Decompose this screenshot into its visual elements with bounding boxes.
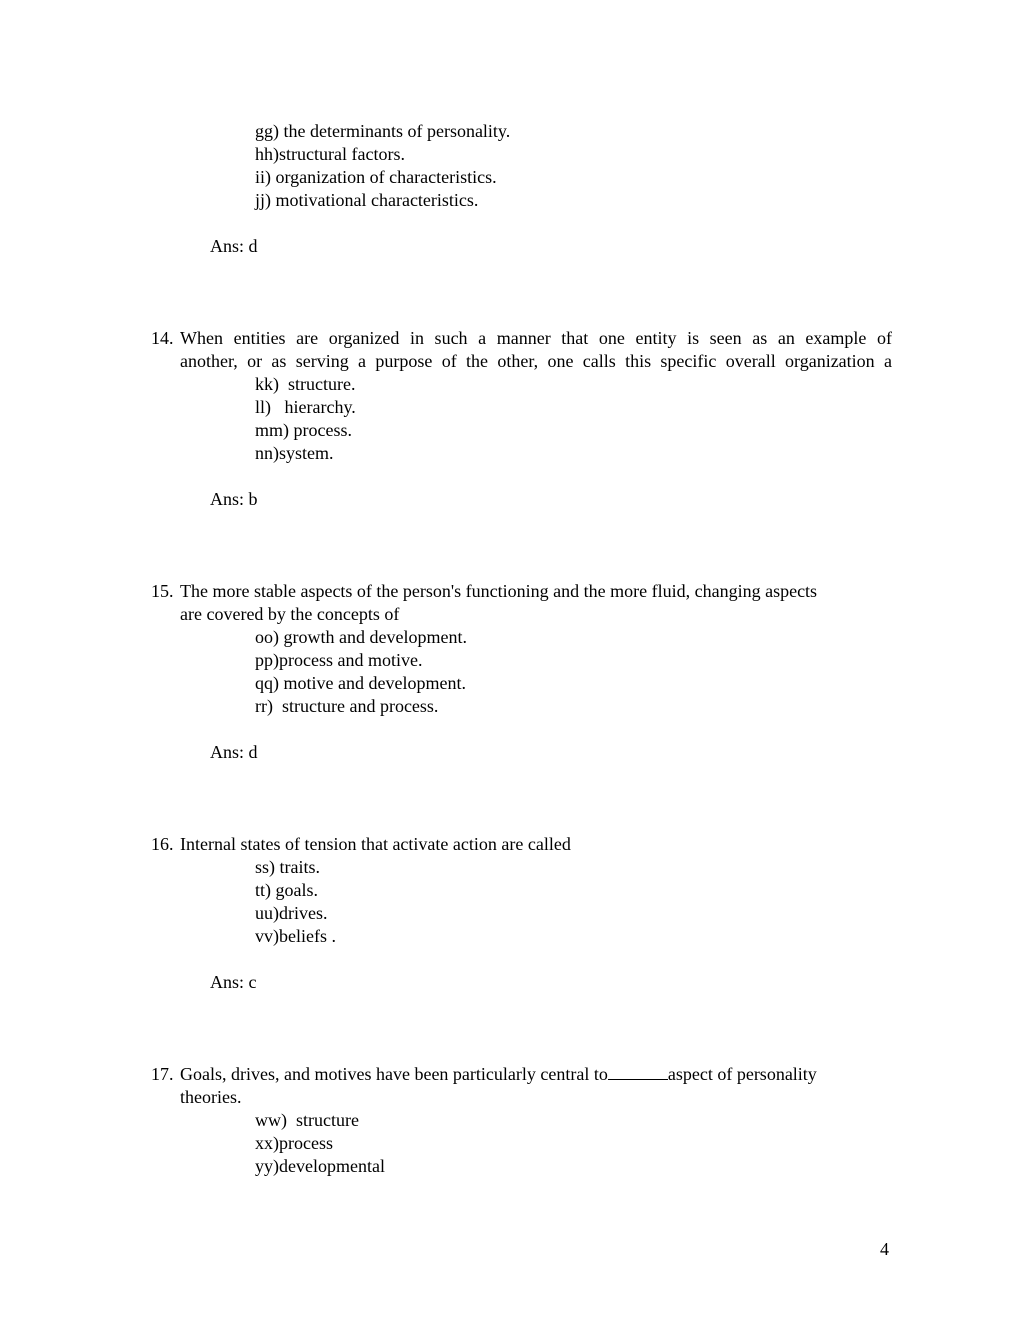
option-text: organization of characteristics. [275, 167, 497, 187]
option-label: nn) [255, 443, 279, 463]
option-text: structure and process. [281, 696, 439, 716]
option-kk [255, 373, 355, 396]
option-label: tt) [255, 880, 271, 900]
answer-key: Ans: b [210, 489, 258, 509]
option-xx [255, 1132, 333, 1155]
option-ii [255, 166, 497, 189]
option-text: motive and development. [283, 673, 466, 693]
option-text: process [279, 1133, 333, 1153]
option-label: uu) [255, 903, 279, 923]
question-number: 15. [151, 581, 174, 601]
option-text: structure. [288, 374, 356, 394]
option-vv [255, 925, 336, 948]
option-jj [255, 189, 478, 212]
option-label: pp) [255, 650, 279, 670]
question-text-before-blank: Goals, drives, and motives have been particularly central to [180, 1064, 608, 1084]
option-qq [255, 672, 466, 695]
option-text: structural factors. [279, 144, 405, 164]
question-text-line: another, or as serving a purpose of the other, one calls this specific overall organization a [180, 351, 892, 371]
option-label: oo) [255, 627, 279, 647]
option-hh [255, 143, 405, 166]
option-text: traits. [279, 857, 321, 877]
page-number: 4 [880, 1239, 889, 1259]
option-text: drives. [279, 903, 328, 923]
fill-in-blank [608, 1063, 668, 1080]
option-text: the determinants of personality. [283, 121, 511, 141]
option-uu [255, 902, 328, 925]
question-text-line: Internal states of tension that activate action are called [180, 834, 571, 854]
question-number: 17. [151, 1064, 174, 1084]
option-text: system. [279, 443, 334, 463]
option-label: ww) [255, 1110, 287, 1130]
option-text: goals. [275, 880, 318, 900]
option-text: process. [293, 420, 352, 440]
option-label: vv) [255, 926, 279, 946]
option-text: process and motive. [279, 650, 423, 670]
question-text-line [180, 1063, 817, 1086]
option-label: hh) [255, 144, 279, 164]
option-ll [255, 396, 356, 419]
option-label: gg) [255, 121, 279, 141]
option-nn [255, 442, 334, 465]
question-text-line: The more stable aspects of the person's functioning and the more fluid, changing aspects [180, 581, 818, 601]
question-text-line: theories. [180, 1087, 242, 1107]
option-label: jj) [255, 190, 271, 210]
option-label: rr) [255, 696, 273, 716]
answer-key: Ans: d [210, 236, 258, 256]
option-gg [255, 120, 510, 143]
option-text: motivational characteristics. [275, 190, 479, 210]
question-number: 14. [151, 328, 174, 348]
option-pp [255, 649, 422, 672]
option-text: developmental [279, 1156, 385, 1176]
option-ww [255, 1109, 359, 1132]
option-label: xx) [255, 1133, 279, 1153]
question-text-after-blank: aspect of personality [667, 1064, 817, 1084]
option-label: mm) [255, 420, 289, 440]
option-label: yy) [255, 1156, 279, 1176]
option-text: hierarchy. [284, 397, 356, 417]
question-text-line: When entities are organized in such a manner that one entity is seen as an example of [180, 328, 892, 348]
option-text: beliefs . [279, 926, 336, 946]
option-label: ll) [255, 397, 271, 417]
option-tt [255, 879, 318, 902]
option-text: growth and development. [283, 627, 467, 647]
option-rr [255, 695, 438, 718]
option-ss [255, 856, 320, 879]
option-mm [255, 419, 352, 442]
option-label: ss) [255, 857, 276, 877]
option-yy [255, 1155, 385, 1178]
option-label: kk) [255, 374, 279, 394]
option-label: qq) [255, 673, 279, 693]
question-number: 16. [151, 834, 174, 854]
option-oo [255, 626, 467, 649]
answer-key: Ans: c [210, 972, 257, 992]
option-label: ii) [255, 167, 271, 187]
answer-key: Ans: d [210, 742, 258, 762]
question-text-line: are covered by the concepts of [180, 604, 400, 624]
option-text: structure [296, 1110, 359, 1130]
